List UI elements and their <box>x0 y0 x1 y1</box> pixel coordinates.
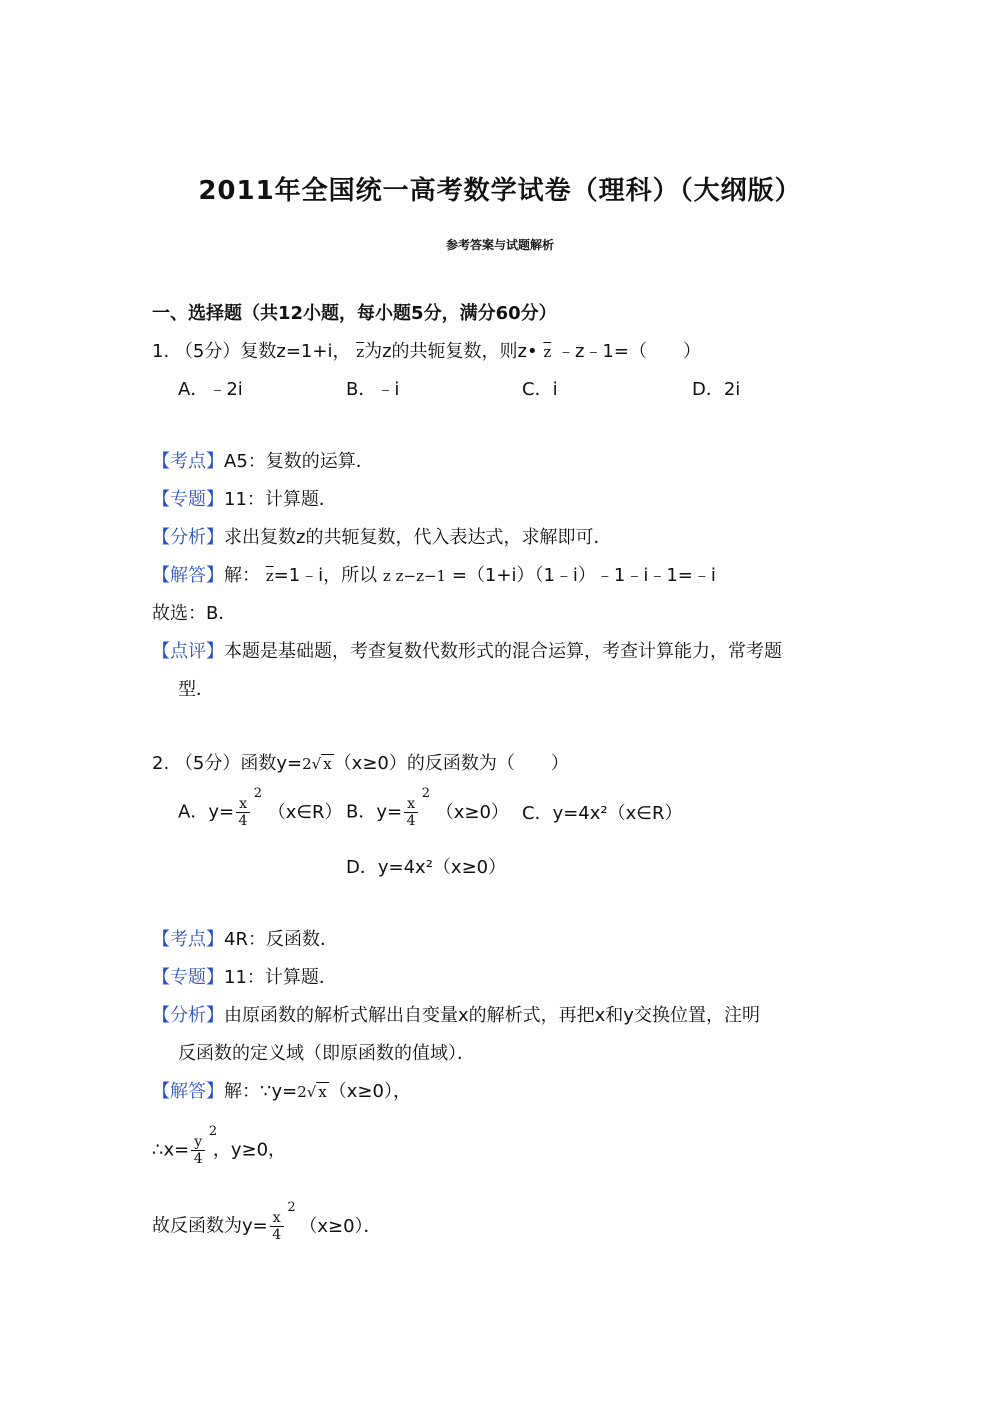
q1-option-b: B．﹣i <box>346 379 400 400</box>
q2-stem-a: 函数y= <box>240 753 303 774</box>
q1-jieda-a: 解： <box>224 565 260 586</box>
q2-step1 <box>152 1124 287 1167</box>
q2-step2-sup: 2 <box>287 1200 296 1215</box>
q1-jieda-b: =1﹣i，所以 <box>273 565 378 586</box>
q1-stem <box>152 340 701 364</box>
q1-fenxi <box>152 526 611 550</box>
page-title: 2011年全国统一高考数学试卷（理科）（大纲版） <box>198 176 802 206</box>
q1-dianping-text: 本题是基础题，考查复数代数形式的混合运算，考查计算能力，常考题 <box>224 641 782 662</box>
q1-zhuanti-tag: 【专题】 <box>152 489 224 510</box>
q2-step1-num: y <box>191 1134 205 1151</box>
q1-kaodian-text: A5：复数的运算． <box>224 451 374 472</box>
q2-option-b-sup: 2 <box>421 786 430 801</box>
q2-jieda-sqrt-radicand: x <box>318 1083 327 1101</box>
q2-step1-den: 4 <box>193 1151 203 1167</box>
q2-option-a <box>178 786 343 829</box>
q1-option-c: C．i <box>522 379 558 400</box>
q2-option-a-domain: （x∈R） <box>267 801 343 823</box>
section-heading: 一、选择题（共12小题，每小题5分，满分60分） <box>152 303 557 324</box>
q2-kaodian <box>152 928 338 952</box>
q2-step2-b: （x≥0）． <box>299 1215 382 1237</box>
q1-jieda-zbar: $\overline{z}$ <box>265 567 274 585</box>
q2-kaodian-tag: 【考点】 <box>152 929 224 950</box>
q2-fenxi-text: 由原函数的解析式解出自变量x的解析式，再把x和y交换位置，注明 <box>224 1005 760 1026</box>
q1-fenxi-text: 求出复数z的共轭复数，代入表达式，求解即可． <box>224 527 612 548</box>
q2-sqrt-expr: 2√ x <box>302 755 332 773</box>
q2-stem-b: （x≥0）的反函数为（ ） <box>333 753 569 774</box>
page-subtitle: 参考答案与试题解析 <box>445 238 554 252</box>
q1-stem-b: 为z的共轭复数，则z• <box>364 341 538 362</box>
q2-step2 <box>152 1200 382 1243</box>
q1-zbar-2: $\overline{z}$ <box>543 343 552 361</box>
q2-jieda-tag: 【解答】 <box>152 1081 224 1102</box>
q2-step1-b: ，y≥0， <box>212 1139 287 1161</box>
q1-fenxi-tag: 【分析】 <box>152 527 224 548</box>
q2-score: （5分） <box>174 753 241 774</box>
q2-sqrt-radicand: x <box>323 755 332 773</box>
q2-jieda-sqrt: 2√ x <box>297 1083 327 1101</box>
q2-step2-frac <box>270 1200 296 1243</box>
q2-option-a-frac <box>236 786 262 829</box>
q2-step2-den: 4 <box>272 1227 282 1243</box>
q2-zhuanti <box>152 966 337 990</box>
q1-kaodian <box>152 450 374 474</box>
q2-step1-sup: 2 <box>208 1124 218 1139</box>
q2-fenxi-cont: 反函数的定义域（即原函数的值域）． <box>178 1043 475 1064</box>
q2-option-b <box>346 786 509 829</box>
q2-fenxi-tag: 【分析】 <box>152 1005 224 1026</box>
q2-option-a-sup: 2 <box>253 786 262 801</box>
q1-stem-a: 复数z=1+i， <box>240 341 351 362</box>
q2-option-b-label: B．y= <box>346 801 403 823</box>
q2-option-b-domain: （x≥0） <box>435 801 509 823</box>
q2-option-b-frac <box>404 786 430 829</box>
q2-option-b-num: x <box>404 796 418 813</box>
q2-number: 2. <box>152 753 170 774</box>
q2-step1-frac <box>191 1124 218 1167</box>
q2-zhuanti-tag: 【专题】 <box>152 967 224 988</box>
q1-zhuanti <box>152 488 337 512</box>
q2-jieda-b: （x≥0）， <box>328 1081 411 1102</box>
q2-sqrt-coef: 2 <box>302 755 312 773</box>
q2-jieda-a: 解：∵y= <box>224 1081 298 1102</box>
q2-step2-a: 故反函数为y= <box>152 1215 268 1237</box>
q2-jieda <box>152 1080 411 1104</box>
q1-option-d: D．2i <box>692 379 741 400</box>
q1-dianping <box>152 640 782 664</box>
q2-option-d: D．y=4x²（x≥0） <box>346 857 507 878</box>
q2-fenxi <box>152 1004 760 1028</box>
q2-step2-num: x <box>270 1210 284 1227</box>
q2-zhuanti-text: 11：计算题． <box>224 967 337 988</box>
q1-jieda-tag: 【解答】 <box>152 565 224 586</box>
q1-jieda <box>152 564 716 588</box>
q1-jieda-expr: z z−z−1 <box>382 567 447 585</box>
q2-option-a-label: A．y= <box>178 801 235 823</box>
q1-score: （5分） <box>174 341 241 362</box>
q2-stem <box>152 752 569 776</box>
q2-option-c: C．y=4x²（x∈R） <box>522 803 683 824</box>
q2-kaodian-text: 4R：反函数． <box>224 929 338 950</box>
q1-kaodian-tag: 【考点】 <box>152 451 224 472</box>
q1-zhuanti-text: 11：计算题． <box>224 489 337 510</box>
q1-answer: 故选：B． <box>152 603 237 624</box>
q1-stem-c: ﹣z﹣1=（ ） <box>556 341 701 362</box>
q2-step1-a: ∴x= <box>152 1139 190 1161</box>
q1-zbar: $\overline{z}$ <box>356 343 365 361</box>
q1-number: 1. <box>152 341 170 362</box>
q1-option-a: A．﹣2i <box>178 379 243 400</box>
q1-dianping-tag: 【点评】 <box>152 641 224 662</box>
q2-option-b-den: 4 <box>406 813 416 829</box>
q1-dianping-cont: 型． <box>178 679 214 700</box>
q2-option-a-den: 4 <box>238 813 248 829</box>
q2-jieda-sqrt-coef: 2 <box>297 1083 307 1101</box>
q2-option-a-num: x <box>236 796 250 813</box>
q1-jieda-c: =（1+i）（1﹣i）﹣1﹣i﹣1=﹣i <box>451 565 716 586</box>
